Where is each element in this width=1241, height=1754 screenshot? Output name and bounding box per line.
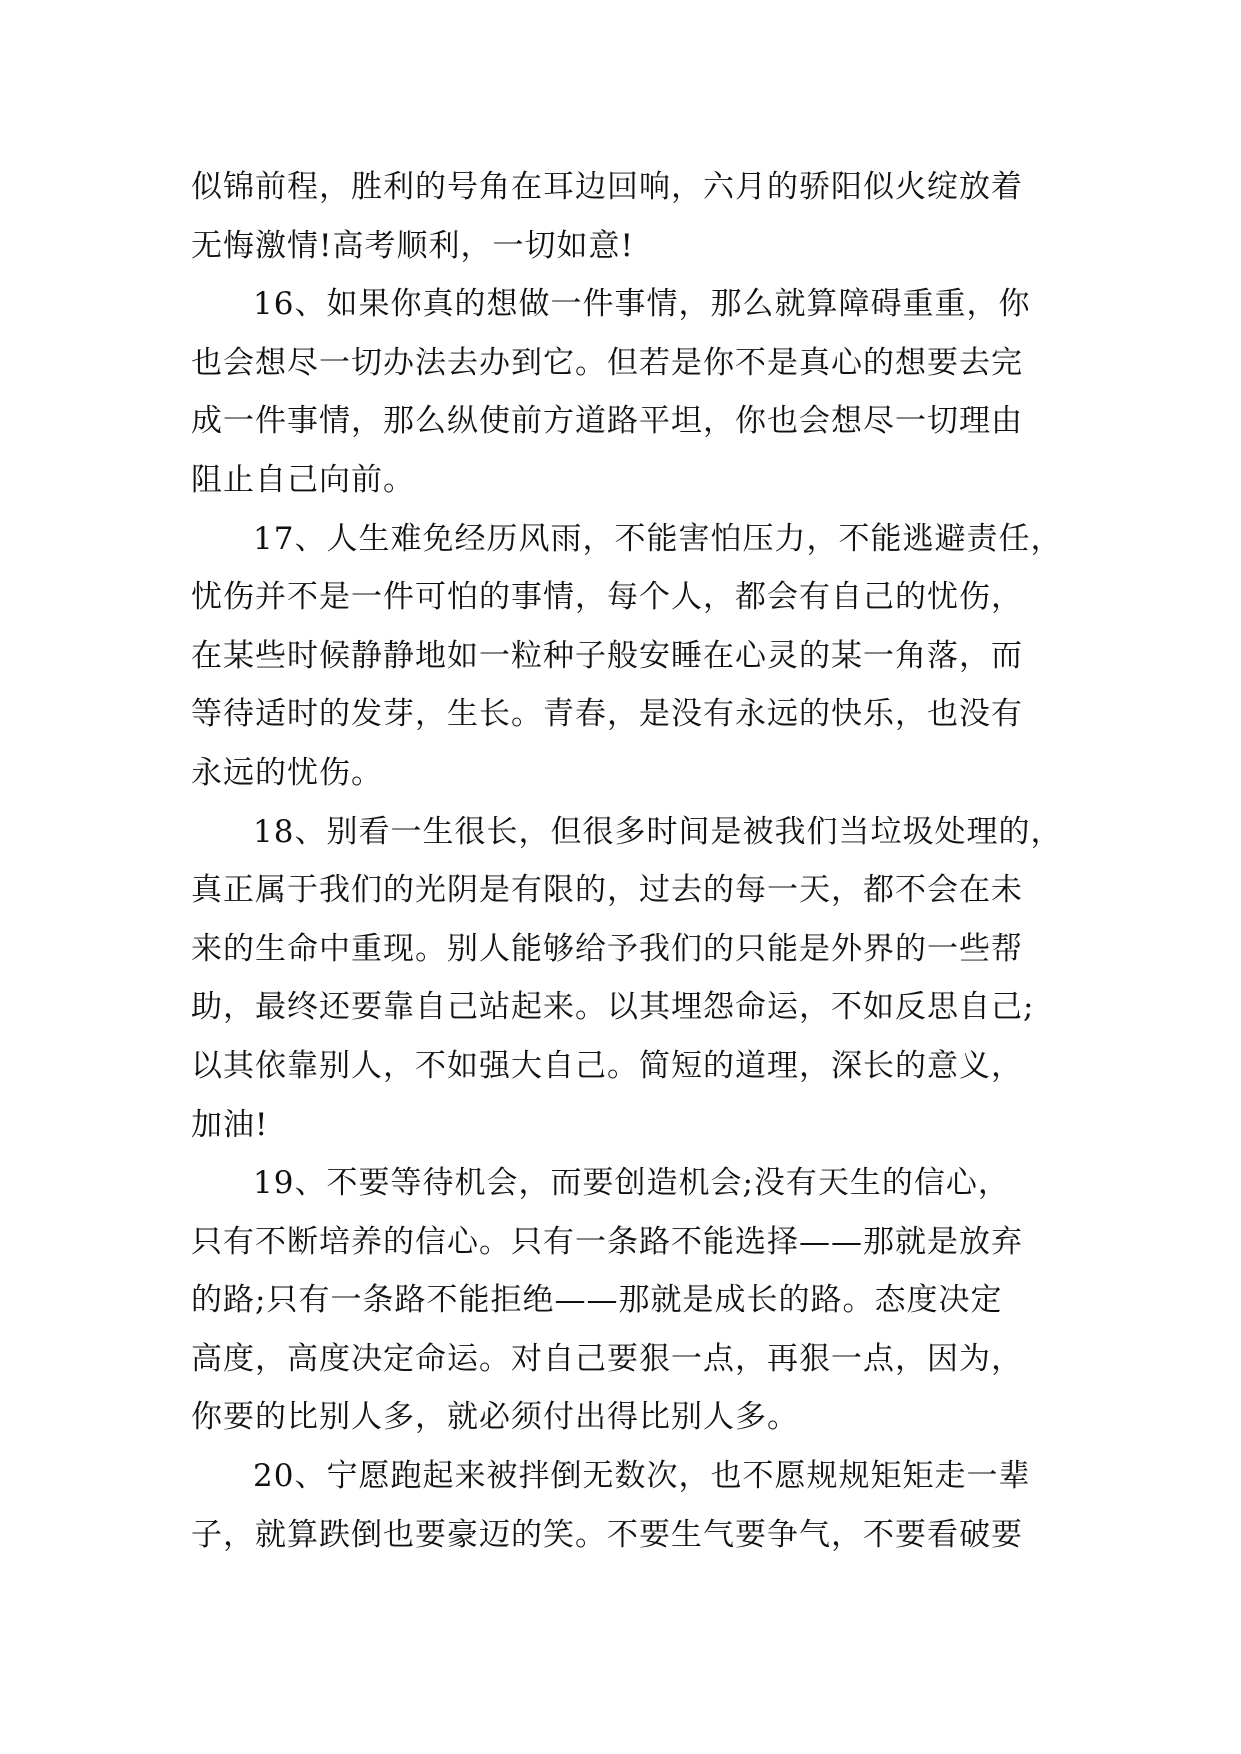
text-line: 成一件事情，那么纵使前方道路平坦，你也会想尽一切理由	[191, 403, 1023, 440]
text-line: 似锦前程，胜利的号角在耳边回响，六月的骄阳似火绽放着	[191, 169, 1023, 205]
text-line: 的路;只有一条路不能拒绝——那就是成长的路。态度决定	[191, 1282, 1003, 1319]
text-line: 永远的忧伤。	[191, 754, 383, 791]
text-line: 你要的比别人多，就必须付出得比别人多。	[191, 1399, 799, 1436]
text-line: 以其依靠别人，不如强大自己。简短的道理，深长的意义，	[191, 1047, 1023, 1084]
text-line: 等待适时的发芽，生长。青春，是没有永远的快乐，也没有	[191, 696, 1023, 733]
text-line: 20、宁愿跑起来被拌倒无数次，也不愿规规矩矩走一辈	[253, 1458, 1031, 1495]
text-line: 16、如果你真的想做一件事情，那么就算障碍重重，你	[253, 286, 1031, 323]
text-line: 忧伤并不是一件可怕的事情，每个人，都会有自己的忧伤，	[191, 579, 1023, 616]
text-line: 加油!	[191, 1106, 269, 1143]
text-line: 助，最终还要靠自己站起来。以其埋怨命运，不如反思自己;	[191, 989, 1035, 1026]
text-line: 17、人生难免经历风雨，不能害怕压力，不能逃避责任，	[253, 520, 1063, 557]
document-body	[191, 158, 1071, 1564]
text-line: 在某些时候静静地如一粒种子般安睡在心灵的某一角落，而	[191, 637, 1023, 674]
text-line: 无悔激情!高考顺利，一切如意!	[191, 227, 634, 264]
text-line: 只有不断培养的信心。只有一条路不能选择——那就是放弃	[191, 1223, 1023, 1260]
text-line: 18、别看一生很长，但很多时间是被我们当垃圾处理的，	[253, 813, 1063, 850]
text-line: 来的生命中重现。别人能够给予我们的只能是外界的一些帮	[191, 930, 1023, 967]
text-line: 阻止自己向前。	[191, 461, 415, 498]
text-line: 19、不要等待机会，而要创造机会;没有天生的信心，	[253, 1165, 1010, 1202]
text-line: 也会想尽一切办法去办到它。但若是你不是真心的想要去完	[191, 344, 1023, 381]
text-line: 子，就算跌倒也要豪迈的笑。不要生气要争气，不要看破要	[191, 1516, 1023, 1553]
text-line: 高度，高度决定命运。对自己要狠一点，再狠一点，因为，	[191, 1340, 1023, 1377]
text-line: 真正属于我们的光阴是有限的，过去的每一天，都不会在未	[191, 872, 1023, 909]
